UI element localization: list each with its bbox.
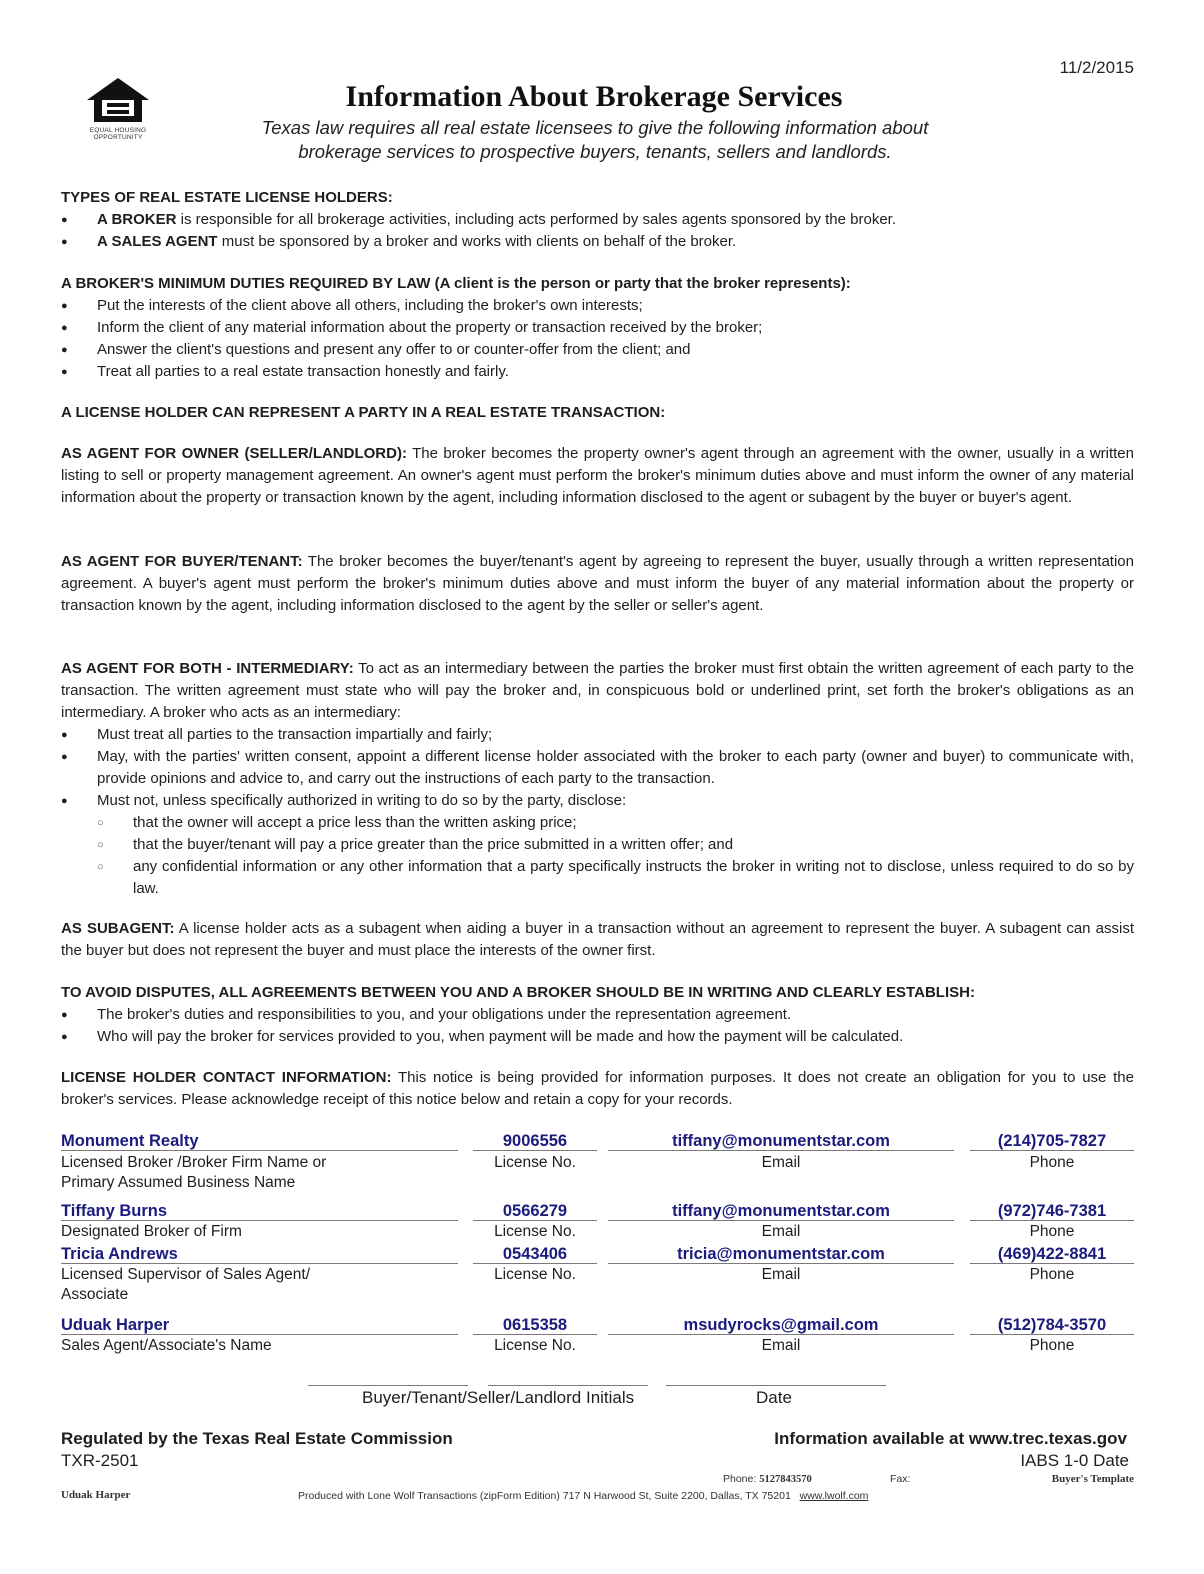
list-item: ● Must treat all parties to the transaction impartially and fairly;: [61, 724, 1134, 746]
role-label: Licensed Broker /Broker Firm Name or Primary Assumed Business Name: [61, 1154, 327, 1191]
types-section: [61, 187, 1134, 253]
subagent-paragraph: AS SUBAGENT: A license holder acts as a subagent when aiding a buyer in a transaction without an agreement to represent the buyer. A subagent can assist the buyer but does not represent the buyer and must place the interests of the owner first.: [61, 920, 1134, 959]
email-field[interactable]: tiffany@monumentstar.com: [608, 1201, 954, 1221]
date-line[interactable]: [666, 1385, 886, 1386]
license-number-field[interactable]: 0543406: [473, 1244, 597, 1264]
logo-caption: EQUAL HOUSING OPPORTUNITY: [89, 127, 147, 141]
owner-agent-paragraph: AS AGENT FOR OWNER (SELLER/LANDLORD): The broker becomes the property owner's agent through an agreement with the owner, usually in a written listing to sell or property management agreement. An owner's agent must perform the broker's minimum duties above and must inform the owner of any material information about the property or transaction known by the agent, including information disclosed to the agent or subagent by the buyer or buyer's agent.: [61, 445, 1134, 506]
email-label: Email: [761, 1337, 801, 1354]
phone-field[interactable]: (214)705-7827: [970, 1131, 1134, 1151]
initials-line-1[interactable]: [308, 1385, 468, 1386]
represent-section: [61, 402, 1134, 424]
license-number-field[interactable]: 0615358: [473, 1315, 597, 1335]
license-number-field[interactable]: 0566279: [473, 1201, 597, 1221]
supervisor-name-field[interactable]: Tricia Andrews: [61, 1244, 458, 1264]
email-field[interactable]: tiffany@monumentstar.com: [608, 1131, 954, 1151]
phone-field[interactable]: (972)746-7381: [970, 1201, 1134, 1221]
intermediary-list: [61, 724, 1134, 812]
section-heading: A LICENSE HOLDER CAN REPRESENT A PARTY IN A REAL ESTATE TRANSACTION:: [61, 404, 666, 421]
list-item: ● Must not, unless specifically authorized in writing to do so by the party, disclose:: [61, 790, 1134, 812]
sub-list-item: ○ that the owner will accept a price less than the written asking price;: [61, 812, 1134, 834]
license-label: License No.: [494, 1154, 576, 1171]
list-item: ● Inform the client of any material information about the property or transaction received by the broker;: [61, 317, 1134, 339]
designated-broker-name-field[interactable]: Tiffany Burns: [61, 1201, 458, 1221]
license-label: License No.: [494, 1337, 576, 1354]
contact-row-sales-agent: [61, 1315, 1134, 1354]
regulated-by: Regulated by the Texas Real Estate Commission: [61, 1429, 453, 1448]
iabs-version: IABS 1-0 Date: [1020, 1451, 1129, 1470]
broker-firm-name-field[interactable]: Monument Realty: [61, 1131, 458, 1151]
initials-label: Buyer/Tenant/Seller/Landlord Initials: [362, 1388, 635, 1407]
phone-label: Phone: [1029, 1154, 1075, 1171]
email-label: Email: [761, 1154, 801, 1171]
disputes-section: [61, 982, 1134, 1048]
email-field[interactable]: tricia@monumentstar.com: [608, 1244, 954, 1264]
buyer-agent-paragraph: AS AGENT FOR BUYER/TENANT: The broker becomes the buyer/tenant's agent by agreeing to represent the buyer, usually through a written representation agreement. A buyer's agent must perform the broker's minimum duties above and must inform the buyer of any material information about the property or transaction known by the agent, including information disclosed to the agent by the seller or seller's agent.: [61, 553, 1134, 614]
footer-phone: Phone: 5127843570: [723, 1473, 812, 1485]
footer-agent-name: Uduak Harper: [61, 1489, 131, 1501]
phone-label: Phone: [1029, 1223, 1075, 1240]
page-subtitle: Texas law requires all real estate licensees to give the following information about brokerage services to prospective buyers, tenants, sellers and landlords.: [261, 117, 929, 162]
date-label: Date: [756, 1388, 792, 1407]
contact-info-paragraph: LICENSE HOLDER CONTACT INFORMATION: This notice is being provided for information purposes. It does not create an obligation for you to use the broker's services. Please acknowledge receipt of this notice below and retain a copy for your records.: [61, 1069, 1134, 1108]
phone-field[interactable]: (469)422-8841: [970, 1244, 1134, 1264]
list-item: ● A BROKER is responsible for all brokerage activities, including acts performed by sales agents sponsored by the broker.: [61, 209, 1134, 231]
contact-row-designated-broker: [61, 1201, 1134, 1240]
license-number-field[interactable]: 9006556: [473, 1131, 597, 1151]
list-item: ● Treat all parties to a real estate transaction honestly and fairly.: [61, 361, 1134, 383]
role-label: Licensed Supervisor of Sales Agent/ Associate: [61, 1266, 311, 1303]
license-label: License No.: [494, 1266, 576, 1283]
info-available: Information available at www.trec.texas.gov: [774, 1429, 1127, 1448]
lwolf-link[interactable]: www.lwolf.com: [799, 1490, 869, 1502]
phone-label: Phone: [1029, 1337, 1075, 1354]
phone-field[interactable]: (512)784-3570: [970, 1315, 1134, 1335]
template-name: Buyer's Template: [1051, 1473, 1134, 1485]
contact-row-broker-firm: [61, 1131, 1134, 1191]
section-heading: TO AVOID DISPUTES, ALL AGREEMENTS BETWEEN YOU AND A BROKER SHOULD BE IN WRITING AND CLEARLY ESTABLISH:: [61, 984, 975, 1001]
disputes-list: [61, 1004, 1134, 1048]
intermediary-section: [61, 658, 1134, 900]
sales-agent-name-field[interactable]: Uduak Harper: [61, 1315, 458, 1335]
contact-row-supervisor: [61, 1244, 1134, 1303]
form-id: TXR-2501: [61, 1451, 139, 1470]
sub-list-item: ○ that the buyer/tenant will pay a price greater than the price submitted in a written offer; and: [61, 834, 1134, 856]
list-item: ● A SALES AGENT must be sponsored by a broker and works with clients on behalf of the broker.: [61, 231, 1134, 253]
email-field[interactable]: msudyrocks@gmail.com: [608, 1315, 954, 1335]
intermediary-sub-list: [61, 812, 1134, 900]
produced-with: Produced with Lone Wolf Transactions (zipForm Edition) 717 N Harwood St, Suite 2200, Dallas, TX 75201 www.lwolf.com: [298, 1490, 869, 1502]
role-label: Sales Agent/Associate's Name: [61, 1337, 272, 1354]
duties-section: [61, 273, 1134, 383]
list-item: ● The broker's duties and responsibilities to you, and your obligations under the representation agreement.: [61, 1004, 1134, 1026]
footer-fax: Fax:: [890, 1473, 911, 1485]
page-title: Information About Brokerage Services: [345, 80, 843, 113]
list-item: ● Answer the client's questions and present any offer to or counter-offer from the client; and: [61, 339, 1134, 361]
types-list: [61, 209, 1134, 253]
email-label: Email: [761, 1223, 801, 1240]
list-item: ● Put the interests of the client above all others, including the broker's own interests;: [61, 295, 1134, 317]
phone-label: Phone: [1029, 1266, 1075, 1283]
email-label: Email: [761, 1266, 801, 1283]
list-item: ● Who will pay the broker for services provided to you, when payment will be made and how the payment will be calculated.: [61, 1026, 1134, 1048]
section-heading: A BROKER'S MINIMUM DUTIES REQUIRED BY LAW (A client is the person or party that the broker represents):: [61, 275, 851, 292]
initials-line-2[interactable]: [488, 1385, 648, 1386]
intermediary-paragraph: AS AGENT FOR BOTH - INTERMEDIARY: To act as an intermediary between the parties the broker must first obtain the written agreement of each party to the transaction. The written agreement must state who will pay the broker and, in conspicuous bold or underlined print, set forth the broker's obligations as an intermediary. A broker who acts as an intermediary:: [61, 660, 1134, 721]
form-date: 11/2/2015: [1059, 58, 1134, 77]
role-label: Designated Broker of Firm: [61, 1223, 242, 1240]
sub-list-item: ○ any confidential information or any other information that a party specifically instructs the broker in writing not to disclose, unless required to do so by law.: [61, 856, 1134, 900]
duties-list: [61, 295, 1134, 383]
section-heading: TYPES OF REAL ESTATE LICENSE HOLDERS:: [61, 189, 393, 206]
list-item: ● May, with the parties' written consent, appoint a different license holder associated with the broker to each party (owner and buyer) to communicate with, provide opinions and advice to, and carry out the instructions of each party to the transaction.: [61, 746, 1134, 790]
license-label: License No.: [494, 1223, 576, 1240]
